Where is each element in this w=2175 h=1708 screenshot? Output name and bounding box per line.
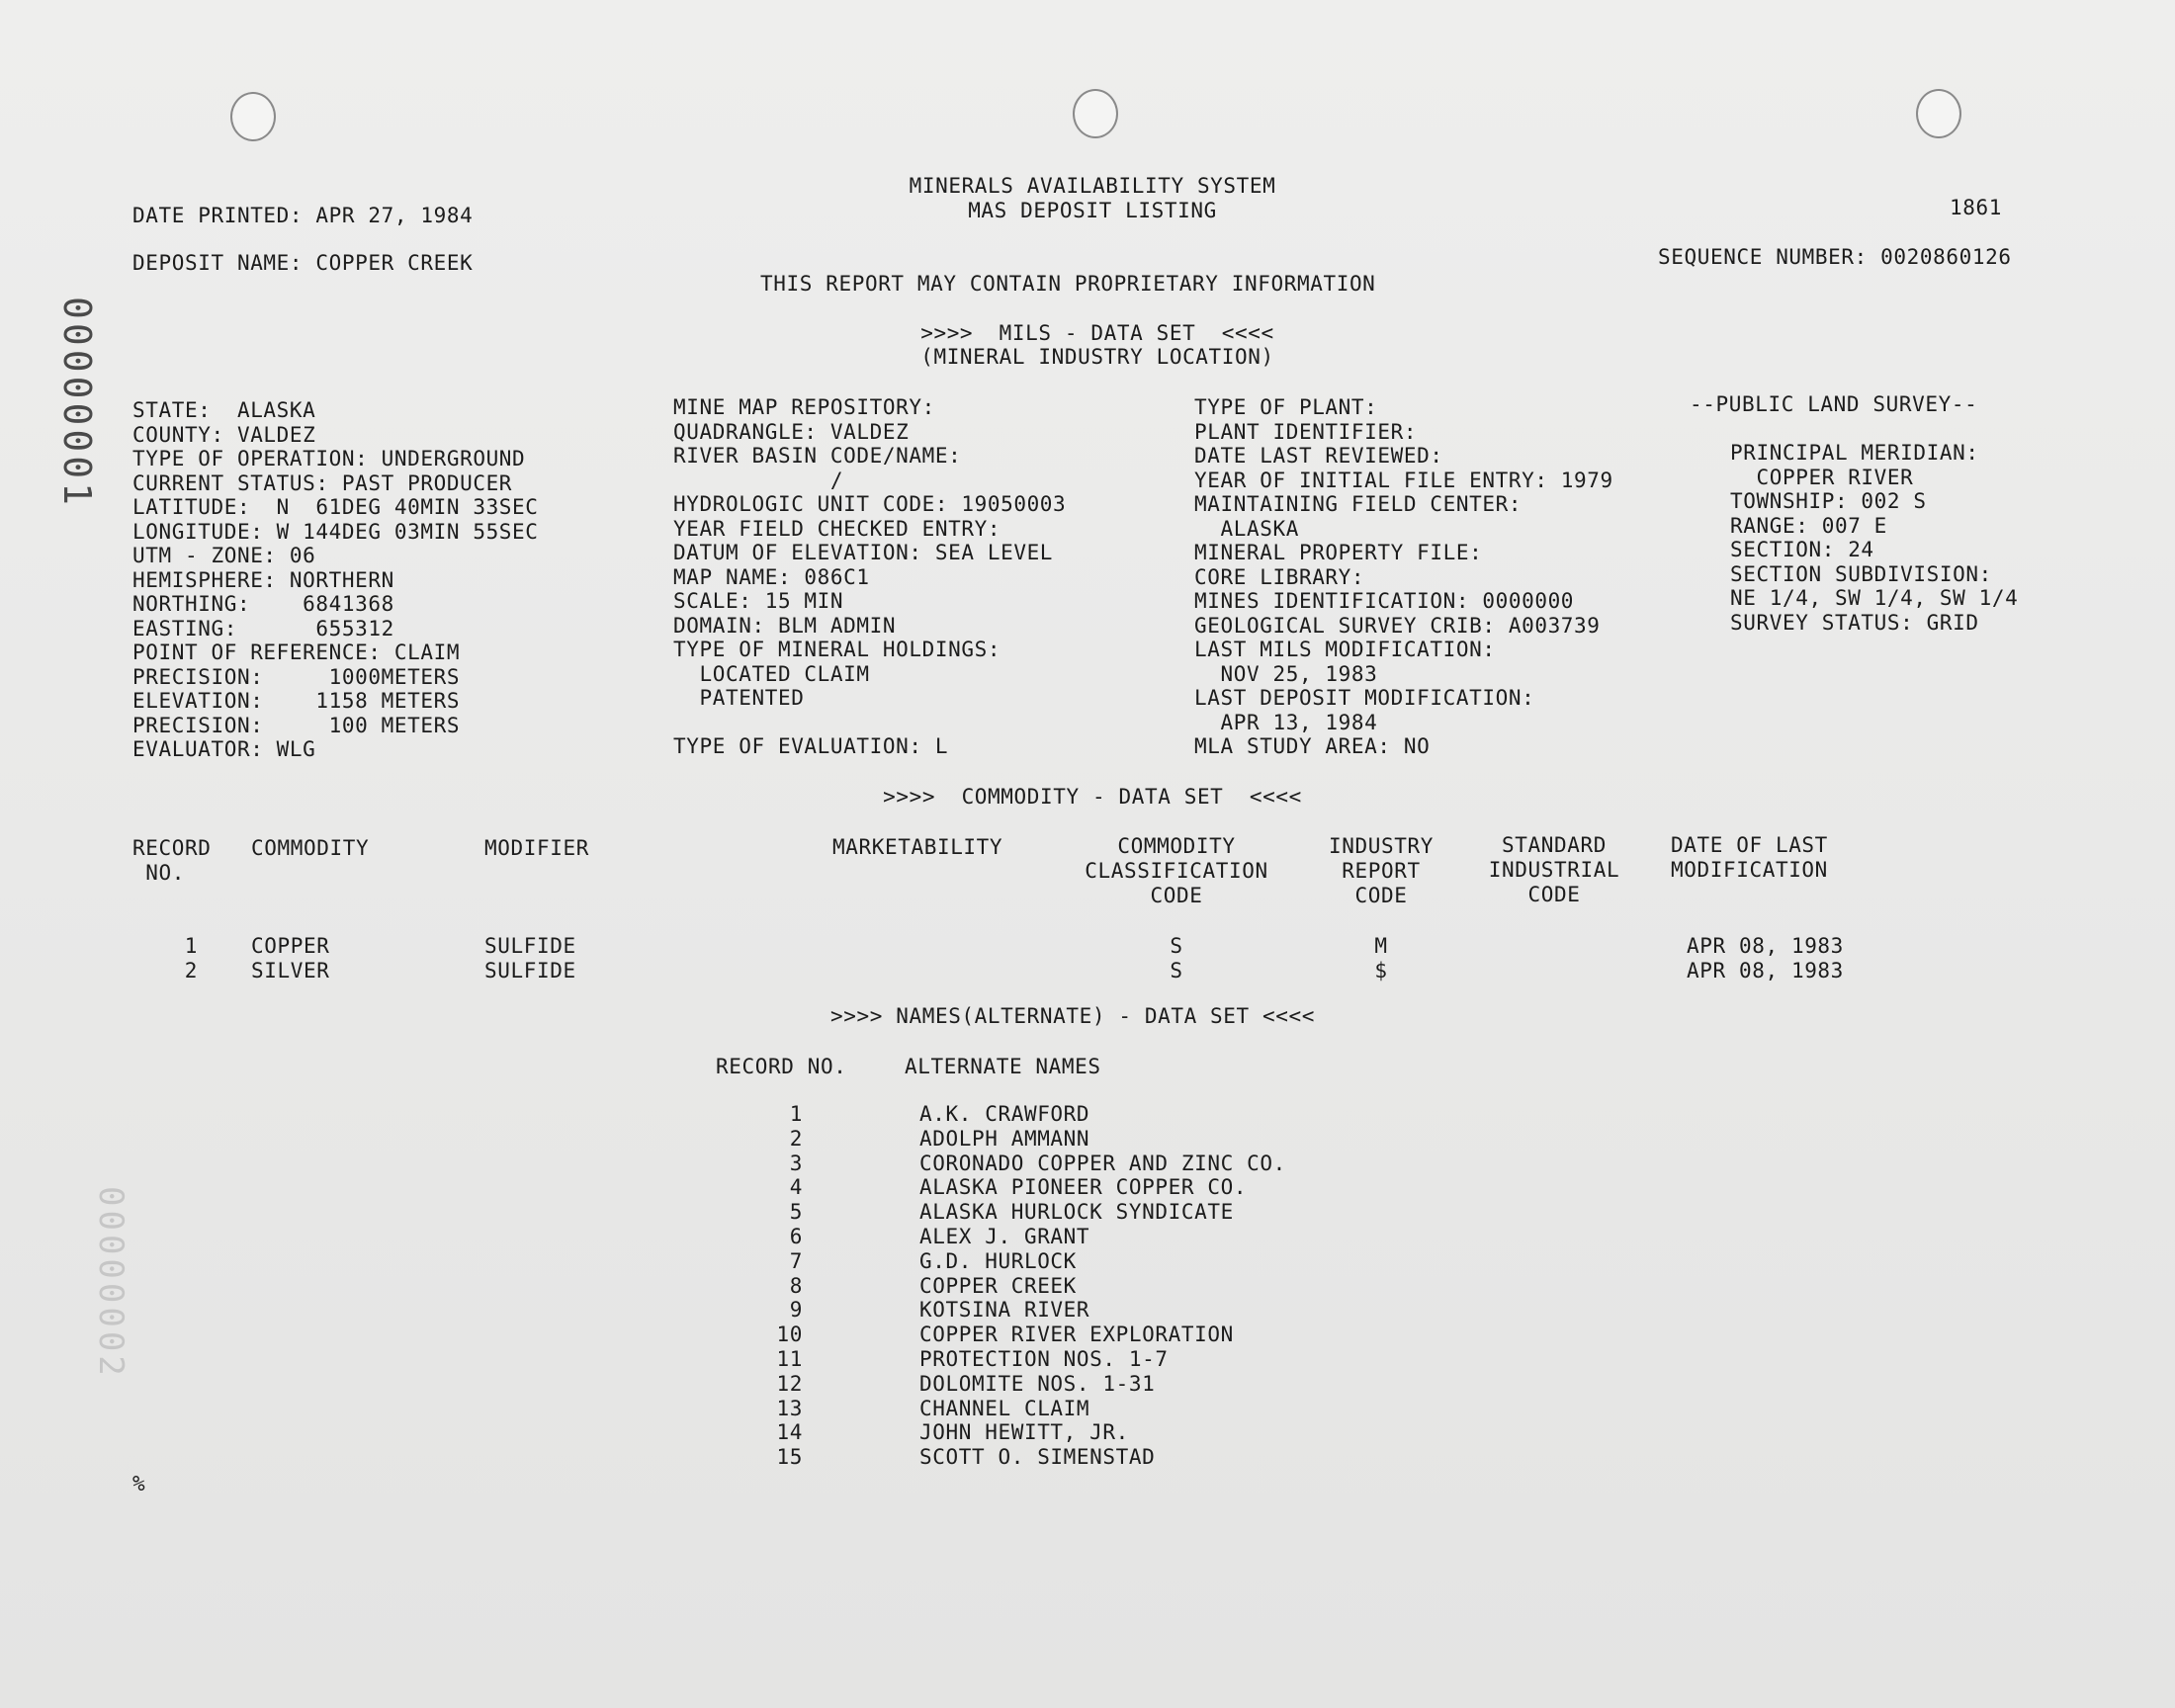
field-line: CORE LIBRARY: bbox=[1194, 564, 1365, 589]
modification-date-cell: APR 08, 1983 bbox=[1687, 934, 1844, 958]
field-line: NORTHING: 6841368 bbox=[132, 592, 394, 616]
list-item bbox=[0, 1200, 2175, 1225]
alternate-name: COPPER CREEK bbox=[919, 1273, 1077, 1298]
alternate-record-no: 12 bbox=[776, 1371, 803, 1396]
field-line: SECTION SUBDIVISION: bbox=[1730, 561, 1992, 586]
field-line: UTM - ZONE: 06 bbox=[132, 544, 316, 567]
names-record-header: RECORD NO. bbox=[716, 1055, 847, 1078]
field-line: SCALE: 15 MIN bbox=[673, 589, 844, 613]
alternate-record-no: 7 bbox=[789, 1248, 803, 1273]
col-date-header-1: DATE OF LAST bbox=[1671, 833, 1828, 857]
field-line: PLANT IDENTIFIER: bbox=[1194, 419, 1418, 444]
field-line: DATE LAST REVIEWED: bbox=[1194, 444, 1443, 468]
alternate-name: PROTECTION NOS. 1-7 bbox=[919, 1346, 1169, 1371]
alternate-name: G.D. HURLOCK bbox=[919, 1248, 1077, 1273]
field-line: RIVER BASIN CODE/NAME: bbox=[673, 444, 962, 468]
col-report-header-3: CODE bbox=[1354, 884, 1408, 907]
field-line: HYDROLOGIC UNIT CODE: 19050003 bbox=[673, 492, 1067, 516]
punch-hole-center bbox=[1073, 89, 1118, 138]
alternate-name: A.K. CRAWFORD bbox=[919, 1102, 1090, 1126]
modification-date-cell: APR 08, 1983 bbox=[1687, 958, 1844, 982]
field-line: ELEVATION: 1158 METERS bbox=[132, 689, 461, 713]
field-line: MINES IDENTIFICATION: 0000000 bbox=[1194, 589, 1575, 613]
field-line: NE 1/4, SW 1/4, SW 1/4 bbox=[1730, 586, 2019, 610]
field-line: PRINCIPAL MERIDIAN: bbox=[1730, 441, 1979, 465]
field-line: SECTION: 24 bbox=[1730, 538, 1874, 561]
col-date-header-2: MODIFICATION bbox=[1671, 858, 1828, 882]
list-item bbox=[0, 1397, 2175, 1421]
field-line: TOWNSHIP: 002 S bbox=[1730, 489, 1927, 513]
alternate-record-no: 8 bbox=[789, 1273, 803, 1298]
table-row bbox=[0, 959, 2175, 983]
punch-hole-left bbox=[230, 92, 276, 141]
list-item bbox=[0, 1249, 2175, 1274]
faint-frame-number-stamp: 00000002 bbox=[91, 1186, 130, 1380]
footer-mark: % bbox=[132, 1472, 146, 1495]
report-code-cell: $ bbox=[1374, 958, 1388, 982]
list-item bbox=[0, 1175, 2175, 1200]
field-line: PRECISION: 1000METERS bbox=[132, 664, 461, 689]
report-code-cell: M bbox=[1374, 934, 1388, 958]
field-line: GEOLOGICAL SURVEY CRIB: A003739 bbox=[1194, 613, 1601, 638]
alternate-record-no: 13 bbox=[776, 1396, 803, 1420]
field-line: MAINTAINING FIELD CENTER: bbox=[1194, 492, 1522, 516]
list-item bbox=[0, 1372, 2175, 1397]
alternate-name: ALEX J. GRANT bbox=[919, 1224, 1090, 1248]
mils-record-column bbox=[1194, 395, 1613, 759]
field-line: LONGITUDE: W 144DEG 03MIN 55SEC bbox=[132, 519, 539, 544]
col-commodity-header: COMMODITY bbox=[251, 836, 370, 860]
field-line: ALASKA bbox=[1194, 516, 1299, 541]
list-item bbox=[0, 1127, 2175, 1152]
record-no-cell: 2 bbox=[184, 958, 198, 982]
field-line bbox=[673, 711, 1066, 735]
list-item bbox=[0, 1445, 2175, 1470]
field-line: QUADRANGLE: VALDEZ bbox=[673, 419, 910, 444]
field-line: MINERAL PROPERTY FILE: bbox=[1194, 541, 1483, 564]
alternate-name: CORONADO COPPER AND ZINC CO. bbox=[919, 1151, 1286, 1175]
field-line: MAP NAME: 086C1 bbox=[673, 564, 870, 589]
alternate-name: DOLOMITE NOS. 1-31 bbox=[919, 1371, 1156, 1396]
public-land-survey-title: --PUBLIC LAND SURVEY-- bbox=[1690, 392, 1978, 416]
field-line: RANGE: 007 E bbox=[1730, 513, 1887, 538]
field-line: YEAR FIELD CHECKED ENTRY: bbox=[673, 516, 1001, 541]
field-line: APR 13, 1984 bbox=[1194, 710, 1378, 734]
classification-code-cell: S bbox=[1170, 958, 1183, 982]
field-line: LAST DEPOSIT MODIFICATION: bbox=[1194, 686, 1535, 710]
alternate-record-no: 10 bbox=[776, 1323, 803, 1347]
date-printed: DATE PRINTED: APR 27, 1984 bbox=[132, 204, 474, 227]
field-line: LATITUDE: N 61DEG 40MIN 33SEC bbox=[132, 495, 539, 519]
public-land-survey-column bbox=[1730, 441, 2018, 635]
alternate-name: KOTSINA RIVER bbox=[919, 1298, 1090, 1323]
classification-code-cell: S bbox=[1170, 934, 1183, 958]
list-item bbox=[0, 1323, 2175, 1347]
alternate-name: ALASKA PIONEER COPPER CO. bbox=[919, 1175, 1248, 1200]
col-record-header: RECORD bbox=[132, 836, 212, 860]
col-classification-header-2: CLASSIFICATION bbox=[1085, 859, 1268, 883]
list-item bbox=[0, 1347, 2175, 1372]
alternate-name: CHANNEL CLAIM bbox=[919, 1396, 1090, 1420]
list-item bbox=[0, 1298, 2175, 1323]
field-line: LAST MILS MODIFICATION: bbox=[1194, 638, 1496, 661]
alternate-record-no: 1 bbox=[789, 1102, 803, 1126]
field-line: POINT OF REFERENCE: CLAIM bbox=[132, 640, 461, 664]
alternate-name: ADOLPH AMMANN bbox=[919, 1126, 1090, 1151]
col-report-header-1: INDUSTRY bbox=[1329, 834, 1434, 858]
field-line: MLA STUDY AREA: NO bbox=[1194, 734, 1431, 758]
field-line: PATENTED bbox=[673, 686, 805, 710]
field-line: TYPE OF OPERATION: UNDERGROUND bbox=[132, 447, 526, 470]
field-line: STATE: ALASKA bbox=[132, 398, 316, 422]
field-line: NOV 25, 1983 bbox=[1194, 661, 1378, 686]
mils-map-column bbox=[673, 395, 1066, 759]
field-line: DOMAIN: BLM ADMIN bbox=[673, 613, 897, 638]
list-item bbox=[0, 1152, 2175, 1176]
alternate-name: SCOTT O. SIMENSTAD bbox=[919, 1445, 1156, 1470]
page-number: 1861 bbox=[1950, 196, 2002, 219]
names-heading: >>>> NAMES(ALTERNATE) - DATA SET <<<< bbox=[830, 1004, 1315, 1028]
field-line: CURRENT STATUS: PAST PRODUCER bbox=[132, 470, 513, 495]
mils-location-column bbox=[132, 398, 539, 762]
names-alternate-header: ALTERNATE NAMES bbox=[905, 1055, 1101, 1078]
commodity-table-body bbox=[0, 934, 2175, 982]
col-industrial-header-2: INDUSTRIAL bbox=[1488, 858, 1620, 882]
commodity-cell: SILVER bbox=[251, 958, 330, 982]
col-record-header-2: NO. bbox=[132, 861, 185, 885]
modifier-cell: SULFIDE bbox=[484, 958, 576, 982]
field-line: PRECISION: 100 METERS bbox=[132, 713, 461, 737]
alternate-name: ALASKA HURLOCK SYNDICATE bbox=[919, 1200, 1234, 1225]
col-classification-header-1: COMMODITY bbox=[1117, 834, 1236, 858]
alternate-record-no: 4 bbox=[789, 1175, 803, 1200]
mils-heading: >>>> MILS - DATA SET <<<< bbox=[920, 321, 1274, 345]
alternate-record-no: 9 bbox=[789, 1298, 803, 1323]
col-industrial-header-3: CODE bbox=[1527, 883, 1581, 906]
alternate-record-no: 5 bbox=[789, 1200, 803, 1225]
list-item bbox=[0, 1225, 2175, 1249]
col-marketability-header: MARKETABILITY bbox=[832, 835, 1003, 859]
alternate-record-no: 15 bbox=[776, 1445, 803, 1470]
col-industrial-header-1: STANDARD bbox=[1502, 833, 1607, 857]
field-line: LOCATED CLAIM bbox=[673, 661, 870, 686]
commodity-heading: >>>> COMMODITY - DATA SET <<<< bbox=[883, 785, 1302, 809]
field-line: HEMISPHERE: NORTHERN bbox=[132, 567, 394, 592]
alternate-record-no: 6 bbox=[789, 1224, 803, 1248]
record-no-cell: 1 bbox=[184, 934, 198, 958]
field-line: EVALUATOR: WLG bbox=[132, 737, 316, 761]
frame-number-stamp: 00000001 bbox=[55, 297, 99, 510]
list-item bbox=[0, 1102, 2175, 1127]
field-line: EASTING: 655312 bbox=[132, 616, 394, 640]
alternate-record-no: 14 bbox=[776, 1420, 803, 1445]
modifier-cell: SULFIDE bbox=[484, 934, 576, 958]
list-item bbox=[0, 1420, 2175, 1445]
alternate-names-list bbox=[0, 1102, 2175, 1470]
mils-subheading: (MINERAL INDUSTRY LOCATION) bbox=[920, 345, 1274, 369]
field-line: TYPE OF EVALUATION: L bbox=[673, 734, 949, 758]
system-title: MINERALS AVAILABILITY SYSTEM bbox=[909, 174, 1276, 198]
col-report-header-2: REPORT bbox=[1342, 859, 1421, 883]
field-line: / bbox=[673, 468, 844, 492]
field-line: COPPER RIVER bbox=[1730, 465, 1914, 489]
alternate-name: JOHN HEWITT, JR. bbox=[919, 1420, 1129, 1445]
field-line: YEAR OF INITIAL FILE ENTRY: 1979 bbox=[1194, 468, 1613, 492]
sequence-number: SEQUENCE NUMBER: 0020860126 bbox=[1658, 245, 2012, 269]
proprietary-notice: THIS REPORT MAY CONTAIN PROPRIETARY INFORMATION bbox=[760, 272, 1376, 296]
alternate-record-no: 11 bbox=[776, 1346, 803, 1371]
alternate-name: COPPER RIVER EXPLORATION bbox=[919, 1323, 1234, 1347]
field-line: MINE MAP REPOSITORY: bbox=[673, 395, 935, 419]
alternate-record-no: 2 bbox=[789, 1126, 803, 1151]
punch-hole-right bbox=[1916, 89, 1961, 138]
field-line: COUNTY: VALDEZ bbox=[132, 422, 316, 447]
listing-title: MAS DEPOSIT LISTING bbox=[968, 199, 1217, 222]
commodity-cell: COPPER bbox=[251, 934, 330, 958]
alternate-record-no: 3 bbox=[789, 1151, 803, 1175]
field-line: DATUM OF ELEVATION: SEA LEVEL bbox=[673, 541, 1054, 564]
field-line: SURVEY STATUS: GRID bbox=[1730, 610, 1979, 635]
field-line: TYPE OF MINERAL HOLDINGS: bbox=[673, 638, 1001, 661]
table-row bbox=[0, 934, 2175, 959]
col-classification-header-3: CODE bbox=[1150, 884, 1203, 907]
list-item bbox=[0, 1274, 2175, 1299]
field-line: TYPE OF PLANT: bbox=[1194, 395, 1378, 419]
deposit-name: DEPOSIT NAME: COPPER CREEK bbox=[132, 251, 474, 275]
col-modifier-header: MODIFIER bbox=[484, 836, 589, 860]
